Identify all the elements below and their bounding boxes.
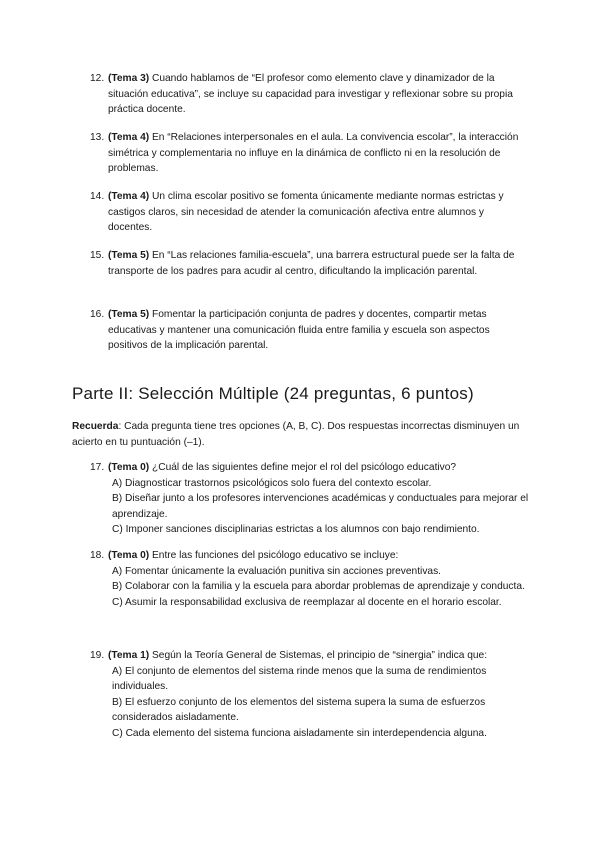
option-c: C) Imponer sanciones disciplinarias estrictas a los alumnos con bajo rendimiento.	[112, 524, 480, 535]
question-19	[90, 648, 530, 741]
question-number: 17.	[90, 462, 105, 473]
question-topic: (Tema 5)	[108, 309, 150, 320]
question-number: 16.	[90, 309, 105, 320]
note-label: Recuerda	[72, 421, 119, 432]
option-c: C) Asumir la responsabilidad exclusiva de reemplazar al docente en el horario escolar.	[112, 596, 502, 608]
question-text: Según la Teoría General de Sistemas, el principio de “sinergia” indica que:	[151, 650, 488, 661]
option-a: A) Fomentar únicamente la evaluación punitiva sin acciones preventivas.	[112, 565, 442, 577]
question-number: 18.	[90, 550, 105, 561]
question-topic: (Tema 1)	[108, 650, 150, 661]
question-topic: (Tema 4)	[108, 132, 150, 143]
option-a: A) El conjunto de elementos del sistema rinde menos que la suma de rendimientos individuales.	[112, 665, 487, 692]
question-15	[90, 248, 530, 279]
question-number: 19.	[90, 650, 105, 661]
question-topic: (Tema 0)	[108, 462, 150, 473]
question-topic: (Tema 5)	[108, 250, 150, 261]
question-topic: (Tema 4)	[108, 191, 150, 202]
question-number: 14.	[90, 191, 105, 202]
question-number: 12.	[90, 73, 105, 84]
question-number: 15.	[90, 250, 105, 261]
question-text: Fomentar la participación conjunta de padres y docentes, compartir metas educativas y mantener una comunicación fluida entre familia y escuela son aspectos positivos de la implicación parental.	[108, 309, 490, 351]
question-text: En “Relaciones interpersonales en el aula. La convivencia escolar”, la interacción simétrica y complementaria no influye en la dinámica de conflicto ni en la resolución de problemas.	[108, 132, 519, 174]
question-12	[90, 71, 530, 118]
question-16	[90, 307, 530, 354]
question-text: En “Las relaciones familia-escuela”, una barrera estructural puede ser la falta de transporte de los padres para acudir al centro, dificultando la implicación parental.	[108, 250, 515, 277]
question-text: Cuando hablamos de “El profesor como elemento clave y dinamizador de la situación educativa”, se incluye su capacidad para investigar y reflexionar sobre su propia práctica docente.	[108, 73, 513, 115]
option-c: C) Cada elemento del sistema funciona aisladamente sin interdependencia alguna.	[112, 727, 487, 739]
option-a: A) Diagnosticar trastornos psicológicos solo fuera del contexto escolar.	[112, 477, 432, 489]
option-b: B) El esfuerzo conjunto de los elementos del sistema supera la suma de esfuerzos considerados aisladamente.	[112, 696, 486, 723]
question-13	[90, 130, 530, 177]
question-text: Un clima escolar positivo se fomenta únicamente mediante normas estrictas y castigos claros, sin necesidad de atender la comunicación afectiva entre alumnos y docentes.	[108, 191, 504, 233]
note-text: : Cada pregunta tiene tres opciones (A, B, C). Dos respuestas incorrectas disminuyen un acierto en tu puntuación (–1).	[72, 421, 520, 448]
question-number: 13.	[90, 132, 105, 143]
question-18	[90, 548, 530, 610]
question-text: ¿Cuál de las siguientes define mejor el rol del psicólogo educativo?	[151, 462, 457, 473]
section-heading: Parte II: Selección Múltiple (24 preguntas, 6 puntos)	[72, 384, 474, 403]
question-topic: (Tema 0)	[108, 550, 150, 561]
instructions-note	[72, 419, 522, 450]
question-topic: (Tema 3)	[108, 73, 150, 84]
option-b: B) Diseñar junto a los profesores intervenciones académicas y conductuales para mejorar el aprendizaje.	[112, 493, 529, 520]
question-text: Entre las funciones del psicólogo educativo se incluye:	[151, 550, 399, 561]
question-17	[90, 460, 530, 538]
option-b: B) Colaborar con la familia y la escuela para abordar problemas de aprendizaje y conducta.	[112, 581, 525, 592]
question-14	[90, 189, 530, 236]
